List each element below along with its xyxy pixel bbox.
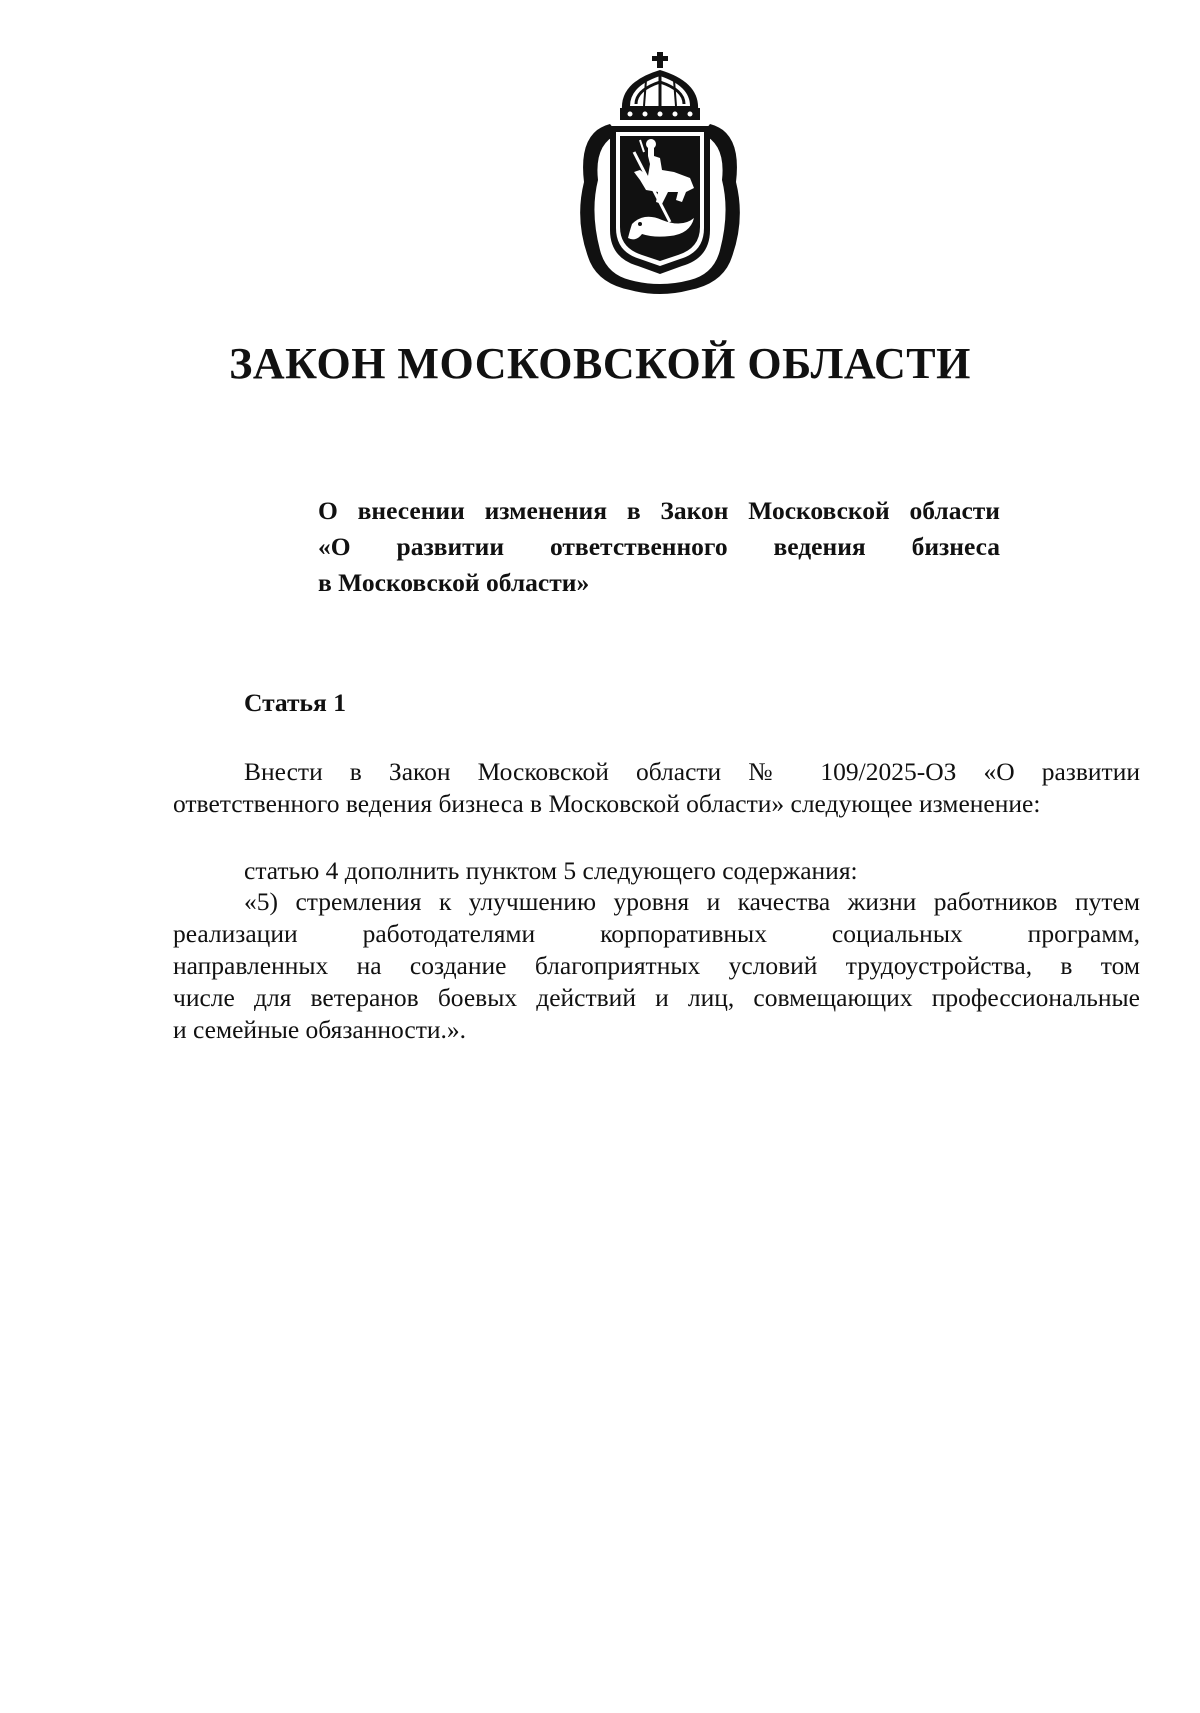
coat-of-arms-icon bbox=[570, 52, 750, 296]
paragraph-line: ответственного ведения бизнеса в Московской области» следующее изменение: bbox=[173, 789, 1041, 818]
paragraph-line: статью 4 дополнить пунктом 5 следующего содержания: bbox=[244, 856, 858, 885]
paragraph-line: направленных на создание благоприятных условий трудоустройства, в том bbox=[173, 951, 1140, 980]
paragraph-line: Внести в Закон Московской области № 109/2025-ОЗ «О развитии bbox=[244, 757, 1140, 786]
subject-line: «О развитии ответственного ведения бизнеса bbox=[318, 532, 1000, 561]
article-paragraph-1 bbox=[173, 756, 1140, 820]
document-subject bbox=[318, 493, 1000, 601]
paragraph-line: числе для ветеранов боевых действий и лиц, совмещающих профессиональные bbox=[173, 983, 1140, 1012]
paragraph-line: и семейные обязанности.». bbox=[173, 1015, 467, 1044]
document-title: ЗАКОН МОСКОВСКОЙ ОБЛАСТИ bbox=[229, 339, 971, 388]
paragraph-line: реализации работодателями корпоративных социальных программ, bbox=[173, 919, 1140, 948]
subject-line: О внесении изменения в Закон Московской области bbox=[318, 496, 1000, 525]
article-paragraph-3 bbox=[173, 886, 1140, 1046]
article-paragraph-2 bbox=[173, 855, 1140, 887]
article-heading: Статья 1 bbox=[244, 688, 346, 717]
subject-line: в Московской области» bbox=[318, 568, 590, 597]
paragraph-line: «5) стремления к улучшению уровня и качества жизни работников путем bbox=[244, 887, 1140, 916]
